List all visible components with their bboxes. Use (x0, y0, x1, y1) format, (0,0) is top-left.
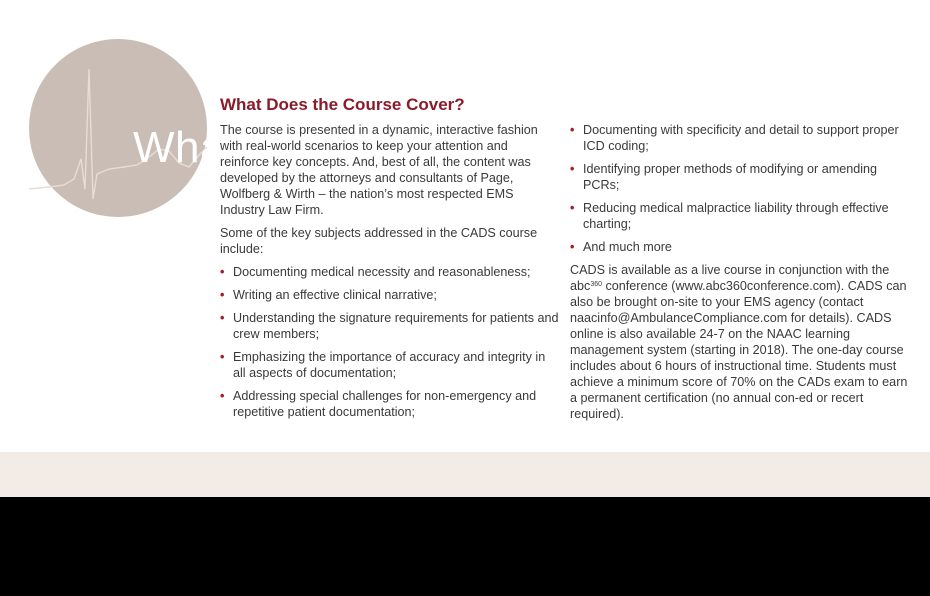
list-item: • And much more (570, 240, 672, 254)
left-bullet-list (220, 264, 560, 420)
circle-word: What (133, 123, 238, 172)
bullet-icon: • (570, 162, 575, 176)
subjects-lead: Some of the key subjects addressed in the CADS course include: (220, 226, 538, 256)
bullet-icon: • (220, 311, 225, 325)
footer-band (0, 452, 930, 497)
right-column (570, 122, 915, 429)
list-item: • Understanding the signature requirements for patients and crew members; (220, 311, 559, 341)
left-column (220, 122, 560, 427)
decorative-circle (29, 39, 238, 217)
list-item: • Documenting medical necessity and reasonableness; (220, 265, 531, 279)
list-item: • Emphasizing the importance of accuracy and integrity in all aspects of documentation; (220, 350, 546, 380)
list-item: • Reducing medical malpractice liability through effective charting; (570, 201, 889, 231)
bullet-icon: • (220, 389, 225, 403)
section-title: What Does the Course Cover? (220, 95, 465, 114)
superscript-360: 360 (590, 281, 602, 288)
bullet-icon: • (220, 265, 225, 279)
bullet-icon: • (570, 201, 575, 215)
right-bullet-list (570, 122, 915, 255)
list-item: • Documenting with specificity and detail to support proper ICD coding; (570, 123, 899, 153)
list-item: • Identifying proper methods of modifying or amending PCRs; (570, 162, 878, 192)
list-item: • Writing an effective clinical narrative; (220, 288, 437, 302)
availability-paragraph: CADS is available as a live course in conjunction with the abc$^{360}$ conference (www.abc360conference.com). CADS can also be brought on-site to your EMS agency (contact naacinfo@AmbulanceCompliance.com for details). CADS online is also available 24-7 on the NAAC learning management system (starting in 2018). The one-day course includes about 6 hours of instructional time. Students must achieve a minimum score of 70% on the CADs exam to earn a permanent certification (no annual con-ed or recert required). (570, 263, 908, 421)
bullet-icon: • (220, 288, 225, 302)
bullet-icon: • (220, 350, 225, 364)
bullet-icon: • (570, 240, 575, 254)
list-item: • Addressing special challenges for non-emergency and repetitive patient documentation; (220, 389, 537, 419)
bullet-icon: • (570, 123, 575, 137)
intro-paragraph: The course is presented in a dynamic, interactive fashion with real-world scenarios to keep your attention and reinforce key concepts. And, best of all, the content was developed by the attorneys and consultants of Page, Wolfberg & Wirth – the nation’s most respected EMS Industry Law Firm. (220, 123, 538, 217)
